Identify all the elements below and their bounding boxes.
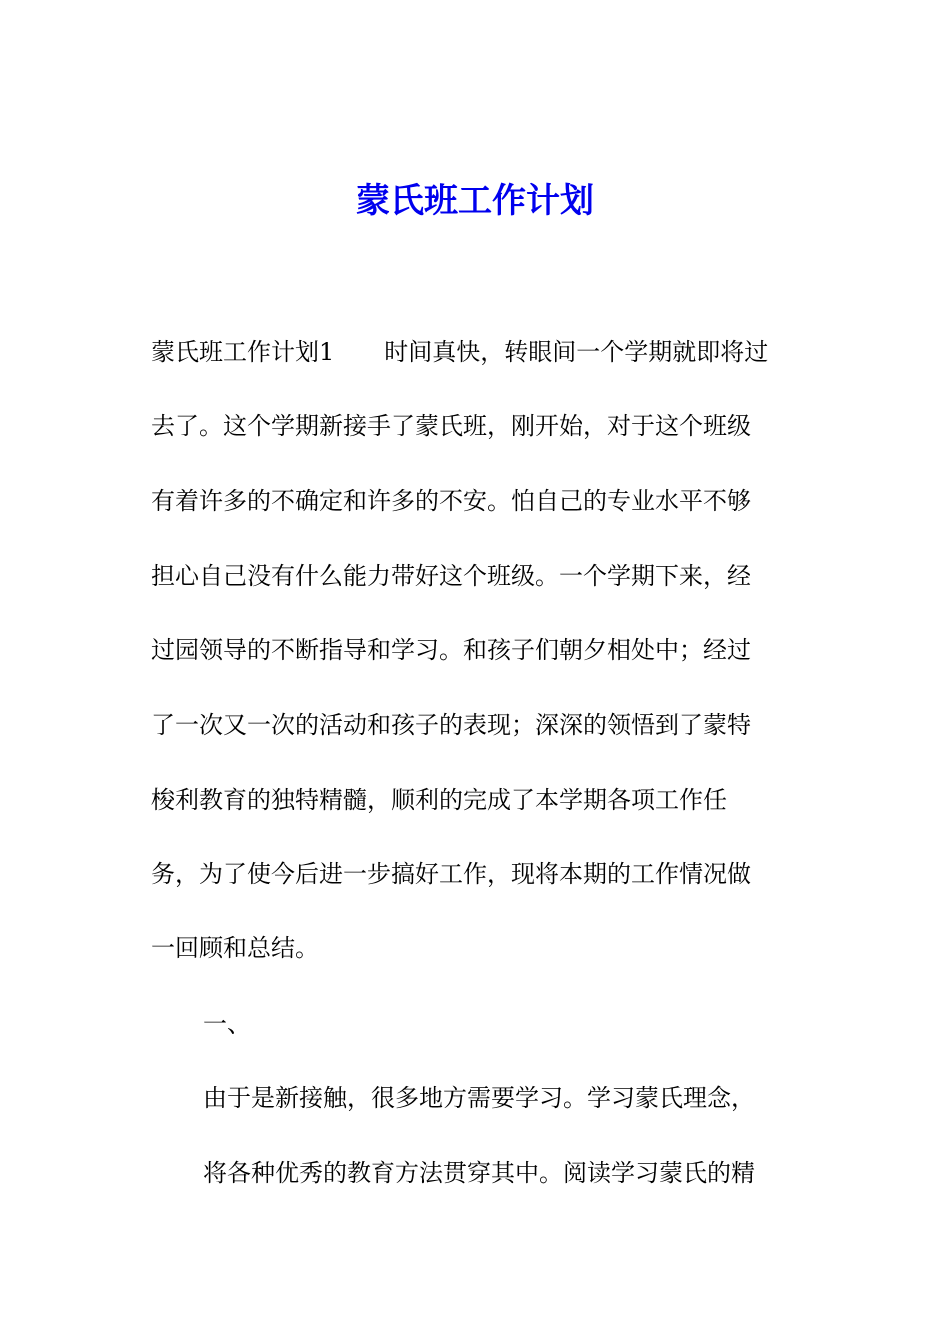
paragraph-line-11: 将各种优秀的教育方法贯穿其中。阅读学习蒙氏的精 xyxy=(203,1159,755,1187)
paragraph-line-2: 去了。这个学期新接手了蒙氏班，刚开始，对于这个班级 xyxy=(151,412,751,440)
paragraph-line-8: 务，为了使今后进一步搞好工作，现将本期的工作情况做 xyxy=(151,860,751,888)
paragraph-line-3: 有着许多的不确定和许多的不安。怕自己的专业水平不够 xyxy=(151,487,751,515)
document-title: 蒙氏班工作计划 xyxy=(356,181,594,221)
paragraph-text: 时间真快，转眼间一个学期就即将过 xyxy=(384,338,769,366)
paragraph-line-7: 梭利教育的独特精髓，顺利的完成了本学期各项工作任 xyxy=(151,786,727,814)
paragraph-line-6: 了一次又一次的活动和孩子的表现；深深的领悟到了蒙特 xyxy=(151,711,751,739)
paragraph-line-4: 担心自己没有什么能力带好这个班级。一个学期下来，经 xyxy=(151,562,751,590)
section-heading: 蒙氏班工作计划1 xyxy=(151,338,335,366)
paragraph-line-9: 一回顾和总结。 xyxy=(151,934,319,962)
paragraph-line-1 xyxy=(151,336,768,368)
paragraph-line-10: 由于是新接触，很多地方需要学习。学习蒙氏理念， xyxy=(203,1084,755,1112)
list-marker: 一、 xyxy=(203,1010,251,1038)
paragraph-line-5: 过园领导的不断指导和学习。和孩子们朝夕相处中；经过 xyxy=(151,636,751,664)
